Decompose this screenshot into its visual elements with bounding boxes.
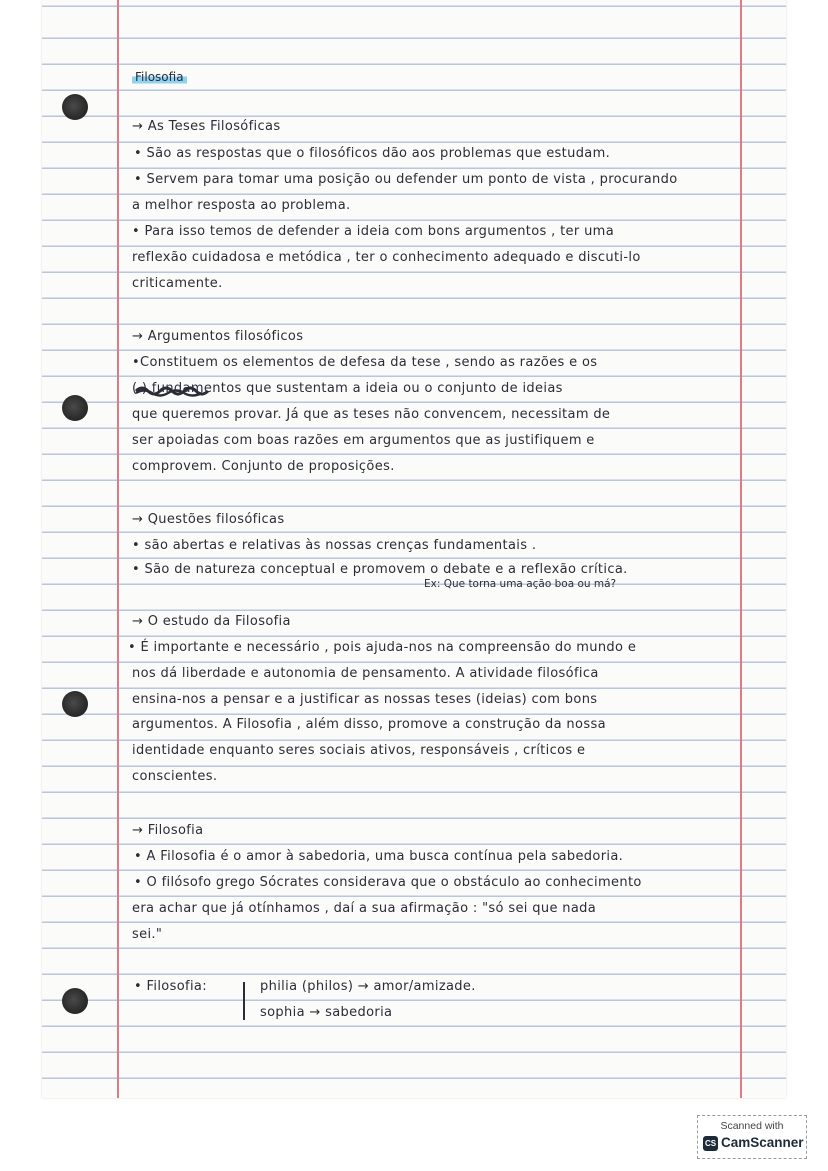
- text-line: a melhor resposta ao problema.: [132, 198, 351, 213]
- text-line: • são abertas e relativas às nossas crenças fundamentais .: [132, 538, 537, 553]
- binder-hole: [62, 94, 88, 120]
- text-line: ensina-nos a pensar e a justificar as nossas teses (ideias) com bons: [132, 692, 598, 707]
- text-line: comprovem. Conjunto de proposições.: [132, 459, 395, 474]
- text-line: identidade enquanto seres sociais ativos, responsáveis , críticos e: [132, 743, 586, 758]
- left-margin-line: [117, 0, 119, 1098]
- text-line: criticamente.: [132, 276, 223, 291]
- text-line: • É importante e necessário , pois ajuda-nos na compreensão do mundo e: [128, 640, 637, 655]
- text-line: conscientes.: [132, 769, 218, 784]
- binder-hole: [62, 988, 88, 1014]
- page-title: Filosofia: [132, 70, 187, 84]
- camscanner-brand: CamScanner: [721, 1135, 804, 1150]
- text-line: • Filosofia:: [134, 979, 207, 994]
- text-line: era achar que já otínhamos , daí a sua afirmação : "só sei que nada: [132, 901, 597, 916]
- text-line: → O estudo da Filosofia: [132, 614, 291, 629]
- text-line: argumentos. A Filosofia , além disso, promove a construção da nossa: [132, 717, 606, 732]
- text-line: philia (philos) → amor/amizade.: [260, 979, 476, 994]
- text-line: → Questões filosóficas: [132, 512, 285, 527]
- right-margin-line: [740, 0, 742, 1098]
- binder-hole: [62, 395, 88, 421]
- text-line: nos dá liberdade e autonomia de pensamento. A atividade filosófica: [132, 666, 599, 681]
- text-line: ( ) fundamentos que sustentam a ideia ou o conjunto de ideias: [132, 381, 563, 396]
- text-line: → Argumentos filosóficos: [132, 329, 304, 344]
- text-line: → Filosofia: [132, 823, 204, 838]
- text-line: • Para isso temos de defender a ideia com bons argumentos , ter uma: [132, 224, 615, 239]
- scanned-with-label: Scanned with: [720, 1120, 784, 1132]
- text-line: ser apoiadas com boas razões em argumentos que as justifiquem e: [132, 433, 595, 448]
- crossed-out-word: [132, 384, 210, 398]
- text-line: • A Filosofia é o amor à sabedoria, uma busca contínua pela sabedoria.: [134, 849, 624, 864]
- example-note: Ex: Que torna uma ação boa ou má?: [424, 578, 617, 590]
- text-line: → As Teses Filosóficas: [132, 119, 281, 134]
- text-line: sei.": [132, 927, 163, 942]
- text-line: • O filósofo grego Sócrates considerava que o obstáculo ao conhecimento: [134, 875, 642, 890]
- text-line: • Servem para tomar uma posição ou defender um ponto de vista , procurando: [134, 172, 678, 187]
- notebook-page: [42, 0, 786, 1098]
- text-line: • São as respostas que o filosóficos dão aos problemas que estudam.: [134, 146, 611, 161]
- camscanner-logo-icon: CS: [703, 1136, 718, 1151]
- camscanner-badge: [697, 1115, 807, 1159]
- text-line: •Constituem os elementos de defesa da tese , sendo as razões e os: [132, 355, 598, 370]
- bracket-line: [243, 982, 245, 1020]
- text-line: sophia → sabedoria: [260, 1005, 393, 1020]
- binder-hole: [62, 691, 88, 717]
- text-line: reflexão cuidadosa e metódica , ter o conhecimento adequado e discuti-lo: [132, 250, 641, 265]
- text-line: • São de natureza conceptual e promovem o debate e a reflexão crítica.: [132, 562, 628, 577]
- text-line: que queremos provar. Já que as teses não convencem, necessitam de: [132, 407, 611, 422]
